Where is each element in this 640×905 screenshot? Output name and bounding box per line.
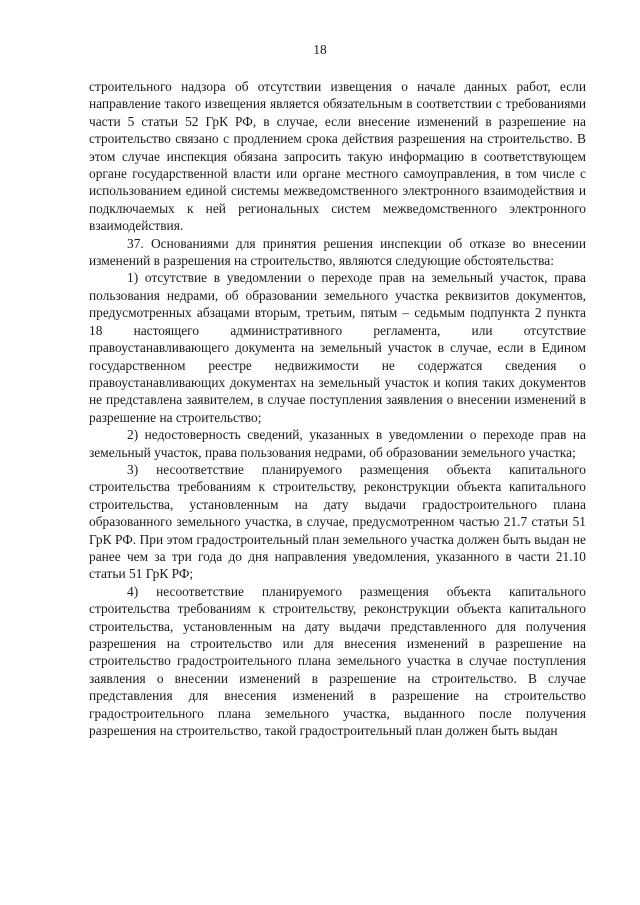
paragraph-subitem-1: 1) отсутствие в уведомлении о переходе прав на земельный участок, права пользования недрами, об образовании земельного участка реквизитов документов, предусмотренных абзацами вторым, третьим, пятым – седьмым подпункта 2 пункта 18 настоящего административного регламента, или отсутствие правоустанавливающего документа на земельный участок в случае, если в Едином государственном реестре недвижимости не содержатся сведения о правоустанавливающих документах на земельный участок и копия таких документов не представлена заявителем, в случае поступления заявления о внесении изменений в разрешение на строительство; [89, 270, 586, 425]
paragraph-subitem-4: 4) несоответствие планируемого размещения объекта капитального строительства требованиям к строительству, реконструкции объекта капитального строительства, установленным на дату выдачи представленного для получения разрешения на строительство или для внесения изменений в разрешение на строительство градостроительного плана земельного участка в случае поступления заявления о внесении изменений в разрешение на строительство. В случае представления для внесения изменений в разрешение на строительство градостроительного плана земельного участка, выданного после получения разрешения на строительство, такой градостроительный план должен быть выдан [89, 583, 586, 739]
page-number: 18 [313, 42, 327, 57]
paragraph-subitem-2: 2) недостоверность сведений, указанных в уведомлении о переходе прав на земельный участок, права пользования недрами, об образовании земельного участка; [89, 427, 586, 460]
document-body [89, 78, 586, 739]
paragraph-item-37: 37. Основаниями для принятия решения инспекции об отказе во внесении изменений в разрешения на строительство, являются следующие обстоятельства: [89, 235, 586, 269]
paragraph-continuation: строительного надзора об отсутствии извещения о начале данных работ, если направление такого извещения является обязательным в соответствии с требованиями части 5 статьи 52 ГрК РФ, в случае, если внесение изменений в разрешение на строительство связано с продлением срока действия разрешения на строительство. В этом случае инспекция обязана запросить такую информацию в соответствующем органе государственной власти или органе местного самоуправления, в том числе с использованием единой системы межведомственного электронного взаимодействия и подключаемых к ней региональных систем межведомственного электронного взаимодействия. [89, 79, 586, 234]
paragraph-subitem-3: 3) несоответствие планируемого размещения объекта капитального строительства требованиям к строительству, реконструкции объекта капитального строительства, установленным на дату выдачи градостроительного плана образованного земельного участка, в случае, предусмотренном частью 21.7 статьи 51 ГрК РФ. При этом градостроительный план земельного участка должен быть выдан не ранее чем за три года до дня направления уведомления, указанного в части 21.10 статьи 51 ГрК РФ; [89, 461, 586, 582]
